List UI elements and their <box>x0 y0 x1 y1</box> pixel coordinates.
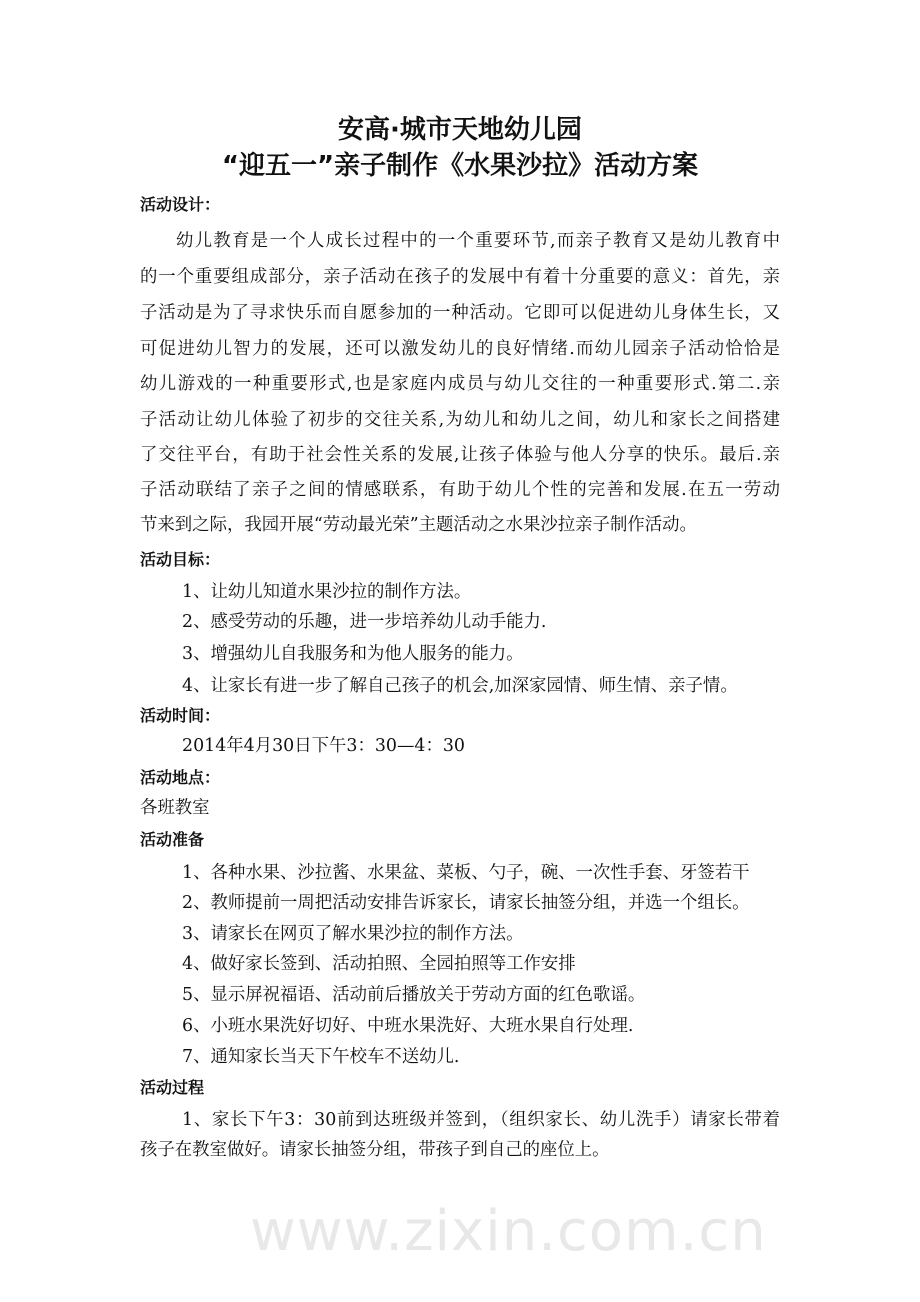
prep-item: 5、显示屏祝福语、活动前后播放关于劳动方面的红色歌谣。 <box>182 985 646 1005</box>
goal-item: 2、感受劳动的乐趣，进一步培养幼儿动手能力. <box>182 612 547 632</box>
design-line: 幼儿教育是一个人成长过程中的一个重要环节,而亲子教育又是幼儿教育中 <box>176 231 780 251</box>
section-heading-time: 活动时间： <box>140 706 221 725</box>
prep-item: 1、各种水果、沙拉酱、水果盆、菜板、勺子，碗、一次性手套、牙签若干 <box>182 863 750 883</box>
design-line: 子活动联结了亲子之间的情感联系，有助于幼儿个性的完善和发展.在五一劳动 <box>140 480 780 500</box>
design-line: 的一个重要组成部分，亲子活动在孩子的发展中有着十分重要的意义：首先，亲 <box>140 267 780 287</box>
design-line: 了交往平台，有助于社会性关系的发展,让孩子体验与他人分享的快乐。最后.亲 <box>140 445 780 465</box>
prep-item: 7、通知家长当天下午校车不送幼儿. <box>182 1047 460 1067</box>
goal-item: 1、让幼儿知道水果沙拉的制作方法。 <box>182 582 472 602</box>
design-line: 子活动让幼儿体验了初步的交往关系,为幼儿和幼儿之间，幼儿和家长之间搭建 <box>140 410 780 430</box>
process-line: 孩子在教室做好。请家长抽签分组，带孩子到自己的座位上。 <box>140 1140 610 1160</box>
prep-item: 3、请家长在网页了解水果沙拉的制作方法。 <box>182 924 524 944</box>
activity-time: 2014年4月30日下午3：30—4：30 <box>182 736 465 756</box>
prep-item: 4、做好家长签到、活动拍照、全园拍照等工作安排 <box>182 954 576 974</box>
section-heading-prep: 活动准备 <box>140 830 205 849</box>
document-title-line1: 安高·城市天地幼儿园 <box>338 115 582 145</box>
section-heading-design: 活动设计： <box>140 195 221 214</box>
document-title-line2: “迎五一”亲子制作《水果沙拉》活动方案 <box>221 151 699 181</box>
section-heading-place: 活动地点： <box>140 768 221 787</box>
goal-item: 4、让家长有进一步了解自己孩子的机会,加深家园情、师生情、亲子情。 <box>182 676 738 696</box>
design-line: 子活动是为了寻求快乐而自愿参加的一种活动。它即可以促进幼儿身体生长，又 <box>140 303 780 323</box>
prep-item: 2、教师提前一周把活动安排告诉家长，请家长抽签分组，并选一个组长。 <box>182 893 750 913</box>
process-line: 1、家长下午3：30前到达班级并签到，（组织家长、幼儿洗手）请家长带着 <box>182 1110 780 1130</box>
design-line: 可促进幼儿智力的发展，还可以激发幼儿的良好情绪.而幼儿园亲子活动恰恰是 <box>140 339 780 359</box>
activity-place: 各班教室 <box>140 798 210 818</box>
design-line: 幼儿游戏的一种重要形式,也是家庭内成员与幼儿交往的一种重要形式.第二.亲 <box>140 374 780 394</box>
prep-item: 6、小班水果洗好切好、中班水果洗好、大班水果自行处理. <box>182 1016 634 1036</box>
design-line: 节来到之际，我园开展“劳动最光荣”主题活动之水果沙拉亲子制作活动。 <box>140 515 697 535</box>
goal-item: 3、增强幼儿自我服务和为他人服务的能力。 <box>182 644 524 664</box>
watermark: www.zixin.com.cn <box>250 1199 767 1264</box>
section-heading-goals: 活动目标： <box>140 550 221 569</box>
section-heading-process: 活动过程 <box>140 1078 205 1097</box>
